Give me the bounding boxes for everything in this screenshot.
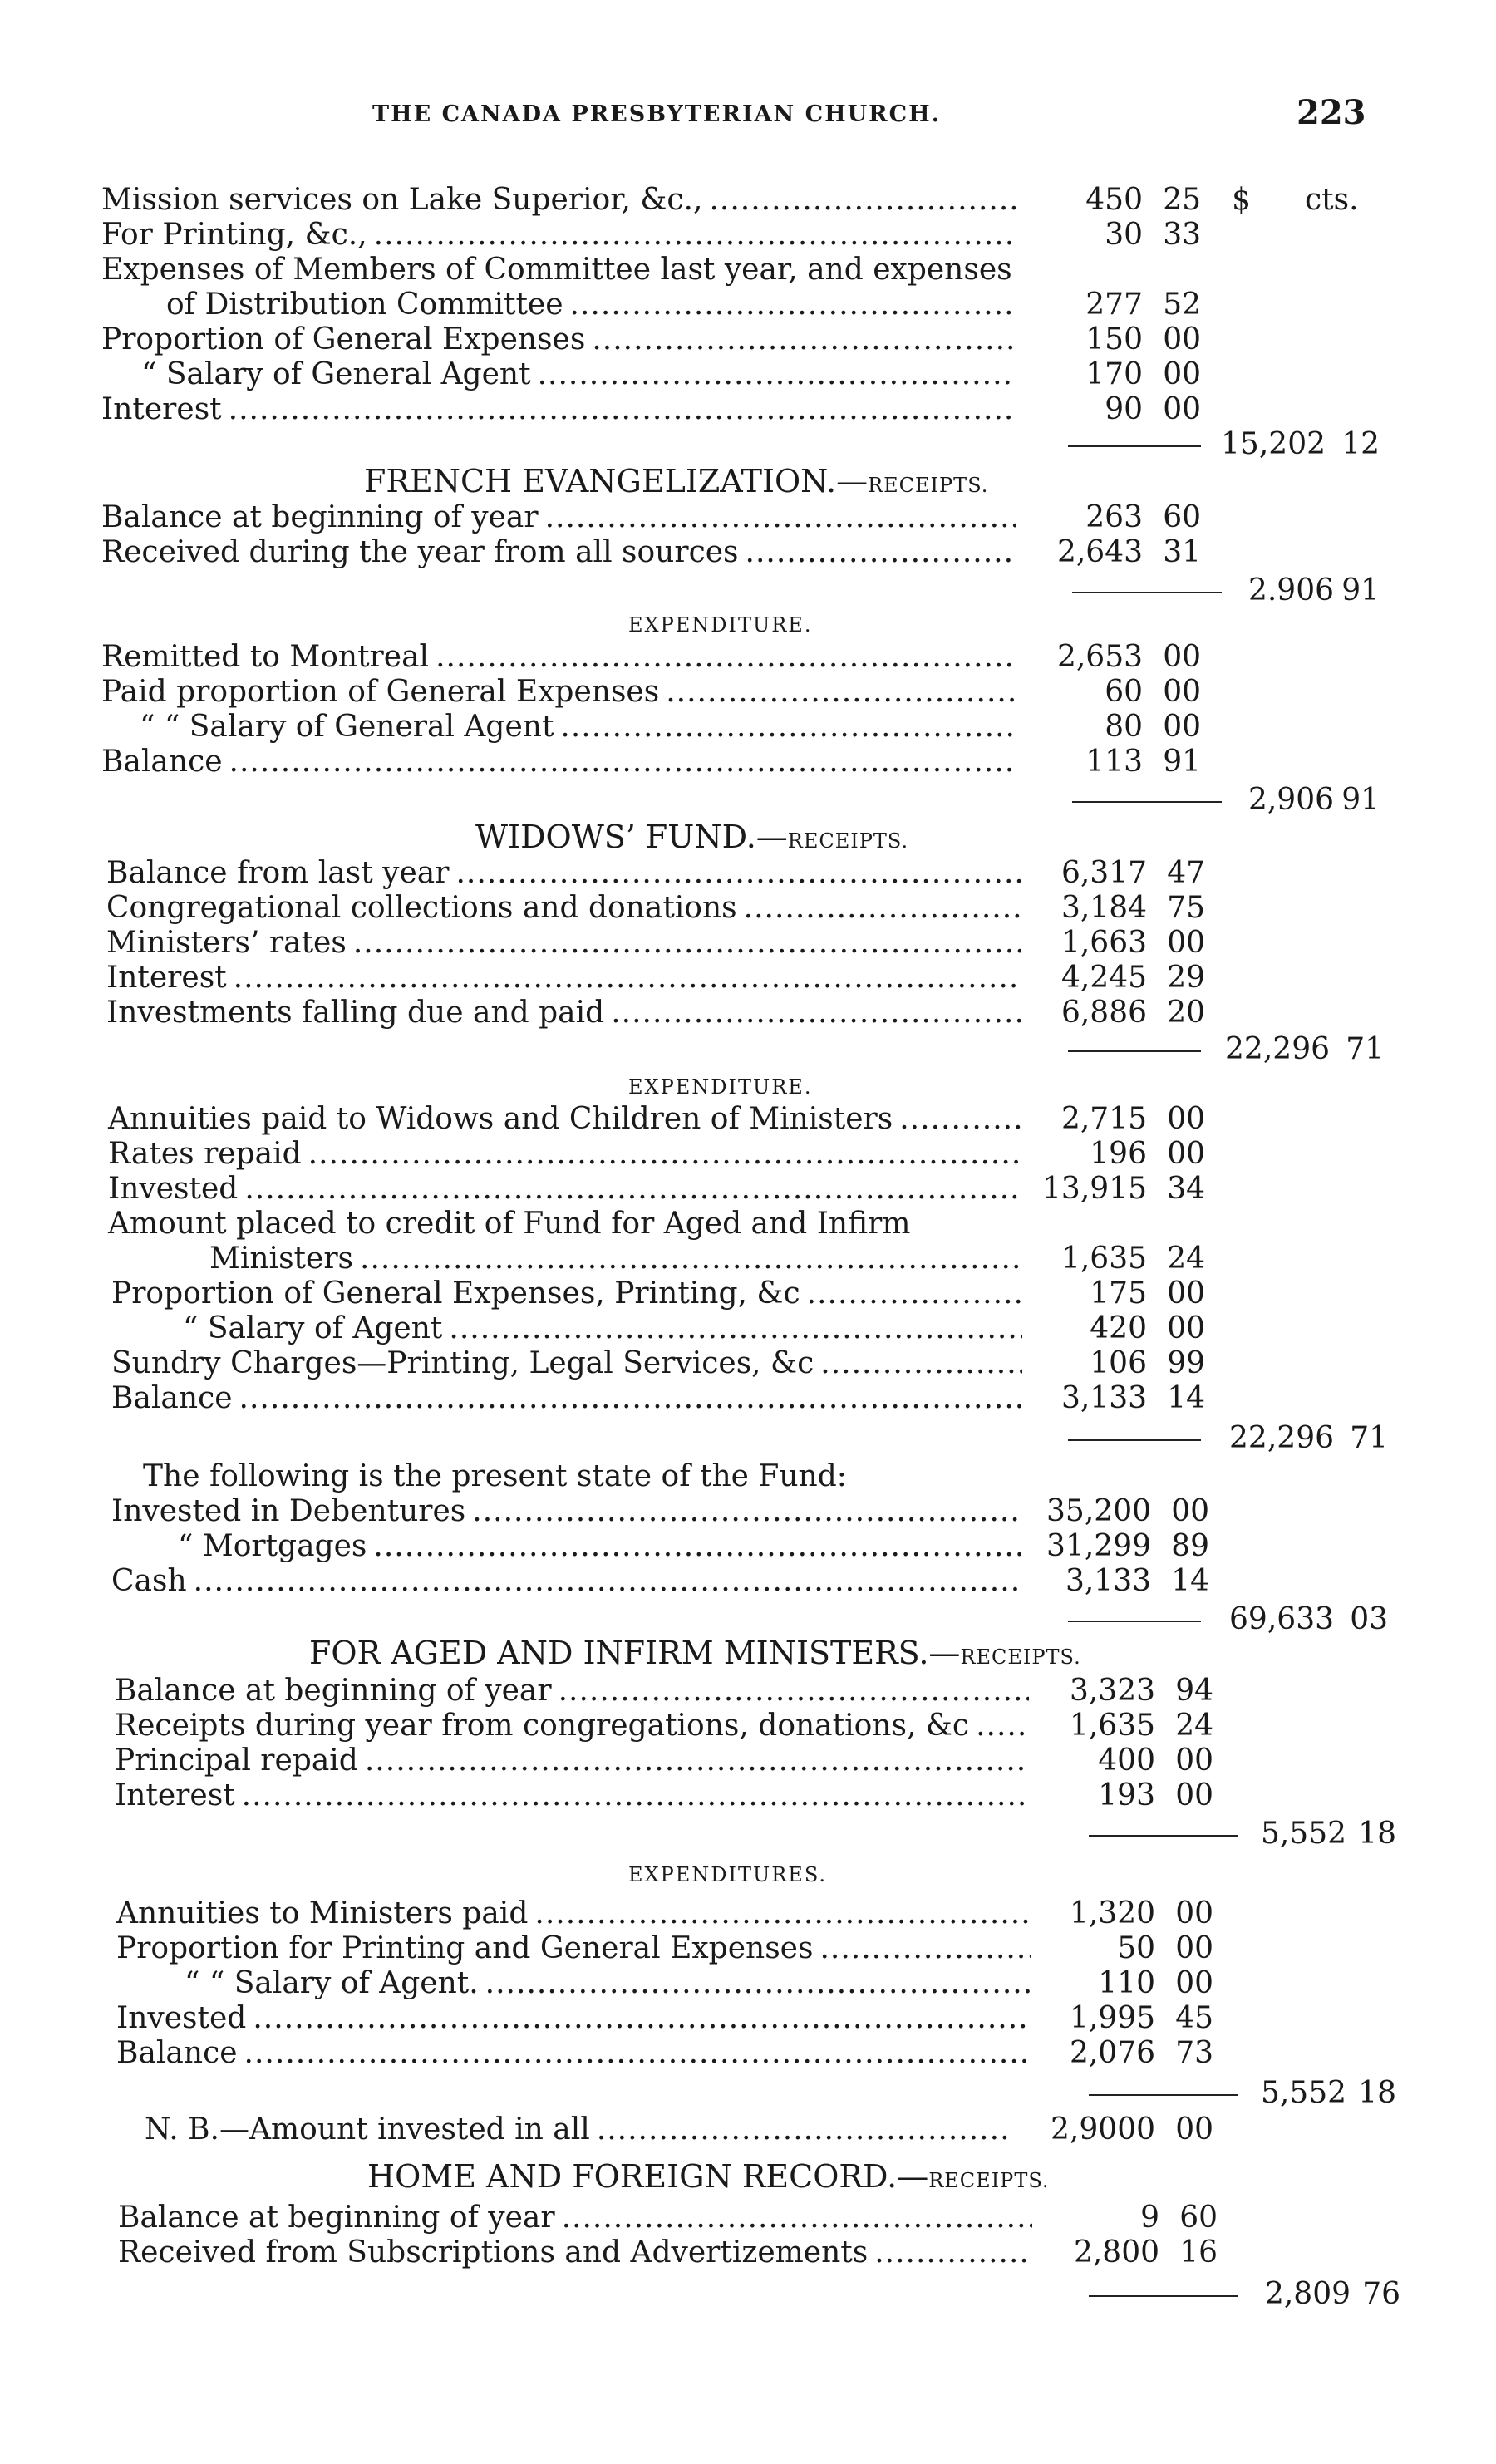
total-row: 2,906 91 <box>0 783 1496 818</box>
running-header: THE CANADA PRESBYTERIAN CHURCH. <box>372 101 941 127</box>
total-row: 15,202 12 <box>0 427 1496 462</box>
total-row: 2.906 91 <box>0 573 1496 608</box>
subsection-heading: EXPENDITURES. <box>628 1863 828 1886</box>
ledger-row: Interest ..... 90 00 <box>0 392 1496 427</box>
ledger-row: Balance ..... 113 91 <box>0 745 1496 780</box>
ledger-row: Cash ..... 3,133 14 <box>0 1564 1496 1599</box>
ledger-row: Congregational collections and donations ..... 3,184 75 <box>0 891 1496 926</box>
ledger-row: Interest ..... 4,245 29 <box>0 961 1496 996</box>
ledger-row: Interest ..... 193 00 <box>0 1778 1496 1813</box>
section-heading: HOME AND FOREIGN RECORD.—RECEIPTS. <box>367 2158 1050 2195</box>
ledger-row: Annuities paid to Widows and Children of Ministers ..... 2,715 00 <box>0 1102 1496 1137</box>
ledger-row: For Printing, &c., ..... 30 33 <box>0 218 1496 253</box>
ledger-row: Remitted to Montreal ..... 2,653 00 <box>0 640 1496 675</box>
ledger-row: “ “ Salary of General Agent ..... 80 00 <box>0 710 1496 745</box>
ledger-row: Balance ..... 2,076 73 <box>0 2036 1496 2071</box>
total-row: 22,296 71 <box>0 1421 1496 1456</box>
ledger-row: Balance from last year ..... 6,317 47 <box>0 856 1496 891</box>
total-row: 2,809 76 <box>0 2277 1496 2312</box>
ledger-row: Balance at beginning of year ..... 3,323 94 <box>0 1674 1496 1709</box>
ledger-row: Rates repaid ..... 196 00 <box>0 1137 1496 1172</box>
ledger-row: Investments falling due and paid ..... 6,886 20 <box>0 996 1496 1030</box>
ledger-row: Paid proportion of General Expenses ..... 60 00 <box>0 675 1496 710</box>
ledger-row: Received during the year from all sources ..... 2,643 31 <box>0 535 1496 570</box>
section-heading: WIDOWS’ FUND.—RECEIPTS. <box>475 819 909 855</box>
total-row: 22,296 71 <box>0 1032 1496 1067</box>
ledger-row: Invested ..... 1,995 45 <box>0 2001 1496 2036</box>
ledger-row: Annuities to Ministers paid ..... 1,320 00 <box>0 1896 1496 1931</box>
ledger-row: Ministers ..... 1,635 24 <box>0 1242 1496 1276</box>
ledger-row: Ministers’ rates ..... 1,663 00 <box>0 926 1496 961</box>
ledger-row: Invested ..... 13,915 34 <box>0 1172 1496 1207</box>
section-heading: FRENCH EVANGELIZATION.—RECEIPTS. <box>364 463 989 499</box>
ledger-row: Proportion for Printing and General Expenses ..... 50 00 <box>0 1931 1496 1966</box>
ledger-row: Received from Subscriptions and Advertizements ..... 2,800 16 <box>0 2235 1496 2270</box>
note-row: N. B.—Amount invested in all ..... 2,9000 00 <box>0 2112 1496 2147</box>
subsection-heading: EXPENDITURE. <box>628 1075 813 1099</box>
ledger-row: Invested in Debentures ..... 35,200 00 <box>0 1494 1496 1529</box>
ledger-row: Balance ..... 3,133 14 <box>0 1381 1496 1416</box>
ledger-row: Balance at beginning of year ..... 263 60 <box>0 500 1496 535</box>
currency-symbol: $ <box>1232 183 1251 217</box>
ledger-row: “ “ Salary of Agent. ..... 110 00 <box>0 1966 1496 2001</box>
ledger-row: Balance at beginning of year ..... 9 60 <box>0 2201 1496 2235</box>
section-heading: FOR AGED AND INFIRM MINISTERS.—RECEIPTS. <box>309 1635 1081 1671</box>
ledger-row: “ Salary of General Agent ..... 170 00 <box>0 357 1496 392</box>
cents-column-header: cts. <box>1305 183 1359 217</box>
page-number: 223 <box>1297 93 1366 132</box>
ledger-row: Sundry Charges—Printing, Legal Services, &c ..... 106 99 <box>0 1346 1496 1381</box>
ledger-row: of Distribution Committee ..... 277 52 <box>0 288 1496 322</box>
ledger-row: Amount placed to credit of Fund for Aged and Infirm <box>108 1207 911 1241</box>
ledger-row: Receipts during year from congregations, donations, &c ..... 1,635 24 <box>0 1709 1496 1743</box>
total-row: 5,552 18 <box>0 1817 1496 1852</box>
ledger-row: Principal repaid ..... 400 00 <box>0 1743 1496 1778</box>
ledger-row: Mission services on Lake Superior, &c., ..... 450 25 $ <box>0 183 1496 218</box>
ledger-row: Expenses of Members of Committee last year, and expenses <box>101 253 1012 287</box>
total-row: 69,633 03 <box>0 1602 1496 1637</box>
total-row: 5,552 18 <box>0 2076 1496 2111</box>
ledger-row: Proportion of General Expenses, Printing, &c ..... 175 00 <box>0 1276 1496 1311</box>
ledger-row: “ Salary of Agent ..... 420 00 <box>0 1311 1496 1346</box>
subsection-heading: EXPENDITURE. <box>628 613 813 637</box>
ledger-row: Proportion of General Expenses ..... 150 00 <box>0 322 1496 357</box>
fund-state-intro: The following is the present state of the Fund: <box>143 1459 847 1493</box>
ledger-row: “ Mortgages ..... 31,299 89 <box>0 1529 1496 1564</box>
